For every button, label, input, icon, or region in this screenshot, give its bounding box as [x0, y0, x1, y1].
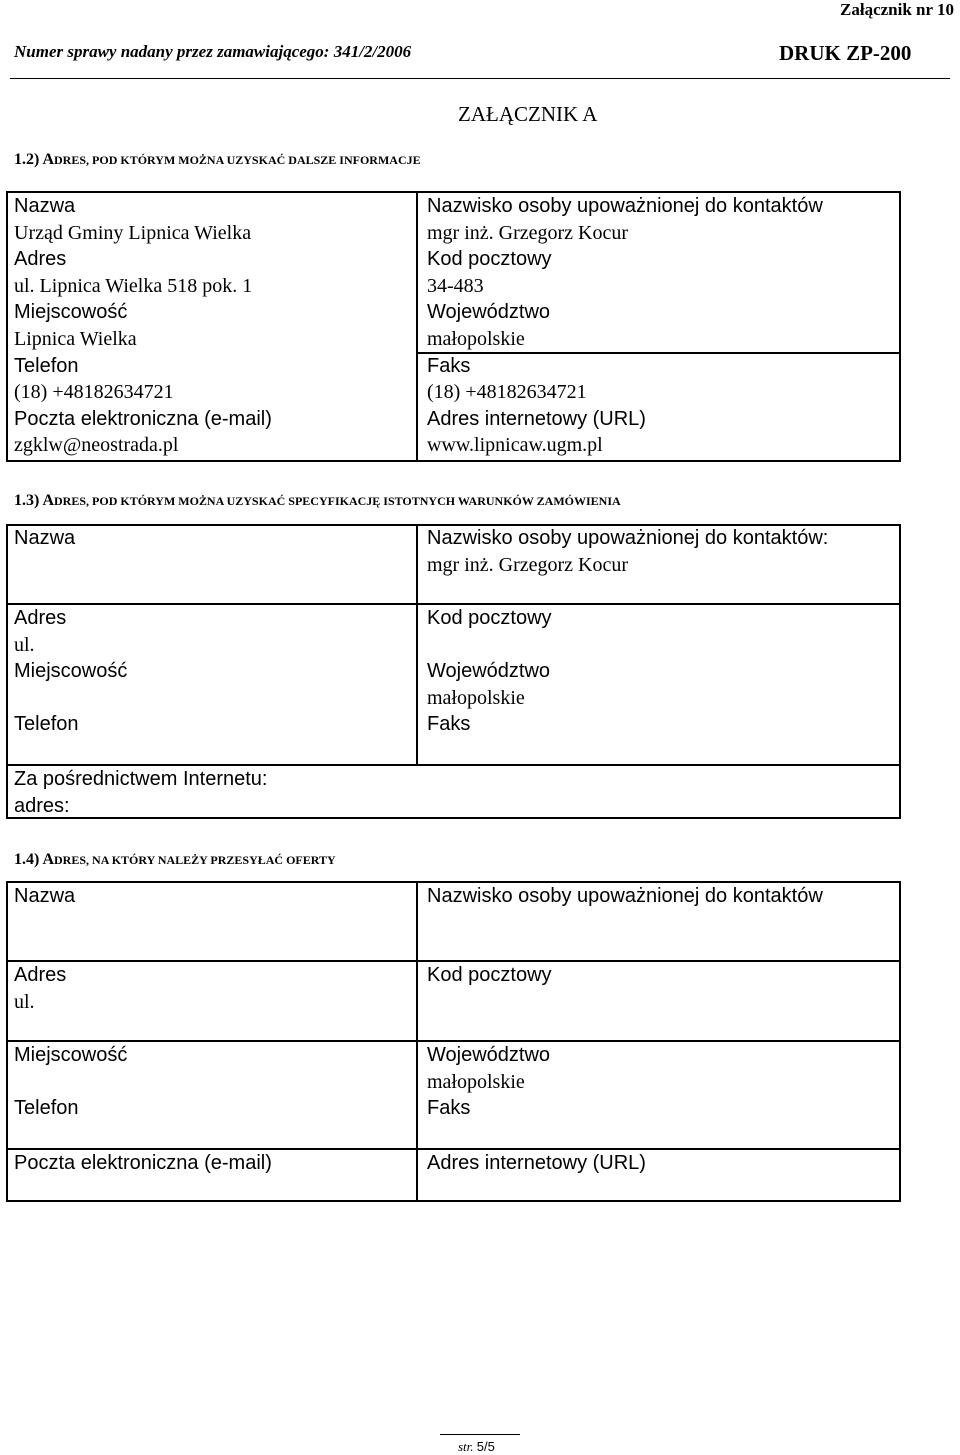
city-label: Miejscowość — [14, 660, 128, 683]
address-value: ul. Lipnica Wielka 518 pok. 1 — [14, 274, 253, 297]
section-1-4-heading — [14, 851, 336, 869]
section-1-4-postal — [427, 962, 552, 989]
section-1-3-internet — [14, 766, 267, 819]
voivodeship-label: Województwo — [427, 301, 551, 324]
voivodeship-value: małopolskie — [427, 686, 525, 709]
url-value: www.lipnicaw.ugm.pl — [427, 434, 603, 457]
voivodeship-label: Województwo — [427, 660, 551, 683]
contact-person-label: Nazwisko osoby upoważnionej do kontaktów: — [427, 527, 829, 549]
heading-initial: A — [42, 492, 55, 509]
case-number: Numer sprawy nadany przez zamawiającego: 341/2/2006 — [14, 42, 412, 61]
address-label: Adres — [14, 607, 67, 629]
contact-person-label: Nazwisko osoby upoważnionej do kontaktów — [427, 195, 823, 217]
postal-code-label: Kod pocztowy — [427, 248, 552, 271]
section-1-4-name — [14, 883, 75, 910]
address-label: Adres — [14, 248, 67, 271]
section-1-2-heading — [14, 151, 421, 169]
city-value: Lipnica Wielka — [14, 327, 137, 350]
address-value: ul. — [14, 633, 35, 656]
heading-rest: DRES, POD KTÓRYM MOŻNA UZYSKAĆ SPECYFIKACJĘ ISTOTNYCH WARUNKÓW ZAMÓWIENIA — [54, 494, 621, 508]
section-1-4-url — [427, 1150, 646, 1177]
name-label: Nazwa — [14, 195, 76, 217]
name-label: Nazwa — [14, 527, 76, 549]
page-number: 5/5 — [476, 1439, 495, 1454]
section-1-4-address — [14, 962, 66, 1015]
heading-rest: DRES, POD KTÓRYM MOŻNA UZYSKAĆ DALSZE INFORMACJE — [54, 153, 421, 167]
attachment-number: Załącznik nr 10 — [840, 0, 954, 19]
name-value: Urząd Gminy Lipnica Wielka — [14, 221, 252, 244]
url-label: Adres internetowy (URL) — [427, 1152, 646, 1174]
heading-rest: DRES, NA KTÓRY NALEŻY PRZESYŁAĆ OFERTY — [54, 853, 336, 867]
section-1-2-left — [14, 193, 272, 459]
column-divider — [416, 191, 418, 462]
city-label: Miejscowość — [14, 301, 128, 324]
phone-value: (18) +48182634721 — [14, 381, 174, 404]
contact-person-label: Nazwisko osoby upoważnionej do kontaktów — [427, 885, 823, 907]
section-number: 1.3) — [14, 492, 40, 509]
heading-initial: A — [42, 851, 55, 868]
phone-label: Telefon — [14, 1097, 79, 1120]
contact-person-value: mgr inż. Grzegorz Kocur — [427, 553, 629, 576]
fax-value: (18) +48182634721 — [427, 381, 587, 404]
fax-label: Faks — [427, 1097, 471, 1120]
fax-label: Faks — [427, 354, 471, 377]
contact-person-value: mgr inż. Grzegorz Kocur — [427, 221, 629, 244]
address-label: Adres — [14, 964, 67, 986]
section-1-3-right — [427, 605, 552, 738]
phone-label: Telefon — [14, 713, 79, 736]
heading-initial: A — [42, 151, 55, 168]
section-1-4-region — [427, 1042, 550, 1122]
internet-label: Za pośrednictwem Internetu: — [14, 768, 268, 790]
postal-code-label: Kod pocztowy — [427, 964, 552, 986]
column-divider — [416, 524, 418, 766]
footer-divider — [440, 1434, 520, 1435]
email-value: zgklw@neostrada.pl — [14, 434, 179, 457]
header-divider — [10, 78, 950, 79]
name-label: Nazwa — [14, 885, 76, 907]
phone-label: Telefon — [14, 354, 79, 377]
section-1-4-contact — [427, 883, 823, 910]
page-prefix: str. — [458, 1439, 474, 1454]
section-1-3-left — [14, 605, 127, 738]
section-1-2-right — [427, 193, 823, 459]
url-label: Adres internetowy (URL) — [427, 407, 646, 430]
voivodeship-value: małopolskie — [427, 1070, 525, 1093]
form-code: DRUK ZP-200 — [779, 41, 912, 65]
voivodeship-value: małopolskie — [427, 327, 525, 350]
internet-value: adres: — [14, 794, 70, 817]
email-label: Poczta elektroniczna (e-mail) — [14, 407, 272, 430]
section-number: 1.2) — [14, 151, 40, 168]
city-label: Miejscowość — [14, 1044, 128, 1066]
section-1-4-city — [14, 1042, 127, 1122]
fax-label: Faks — [427, 713, 471, 736]
page-footer — [458, 1439, 495, 1455]
section-1-4-email — [14, 1150, 272, 1177]
section-number: 1.4) — [14, 851, 40, 868]
postal-code-label: Kod pocztowy — [427, 607, 552, 629]
email-label: Poczta elektroniczna (e-mail) — [14, 1152, 272, 1174]
address-value: ul. — [14, 990, 35, 1013]
section-1-3-heading — [14, 492, 621, 510]
postal-code-value: 34-483 — [427, 274, 484, 297]
voivodeship-label: Województwo — [427, 1044, 551, 1066]
section-1-3-name — [14, 525, 75, 552]
annex-title: ZAŁĄCZNIK A — [458, 102, 598, 126]
section-1-3-contact — [427, 525, 828, 578]
